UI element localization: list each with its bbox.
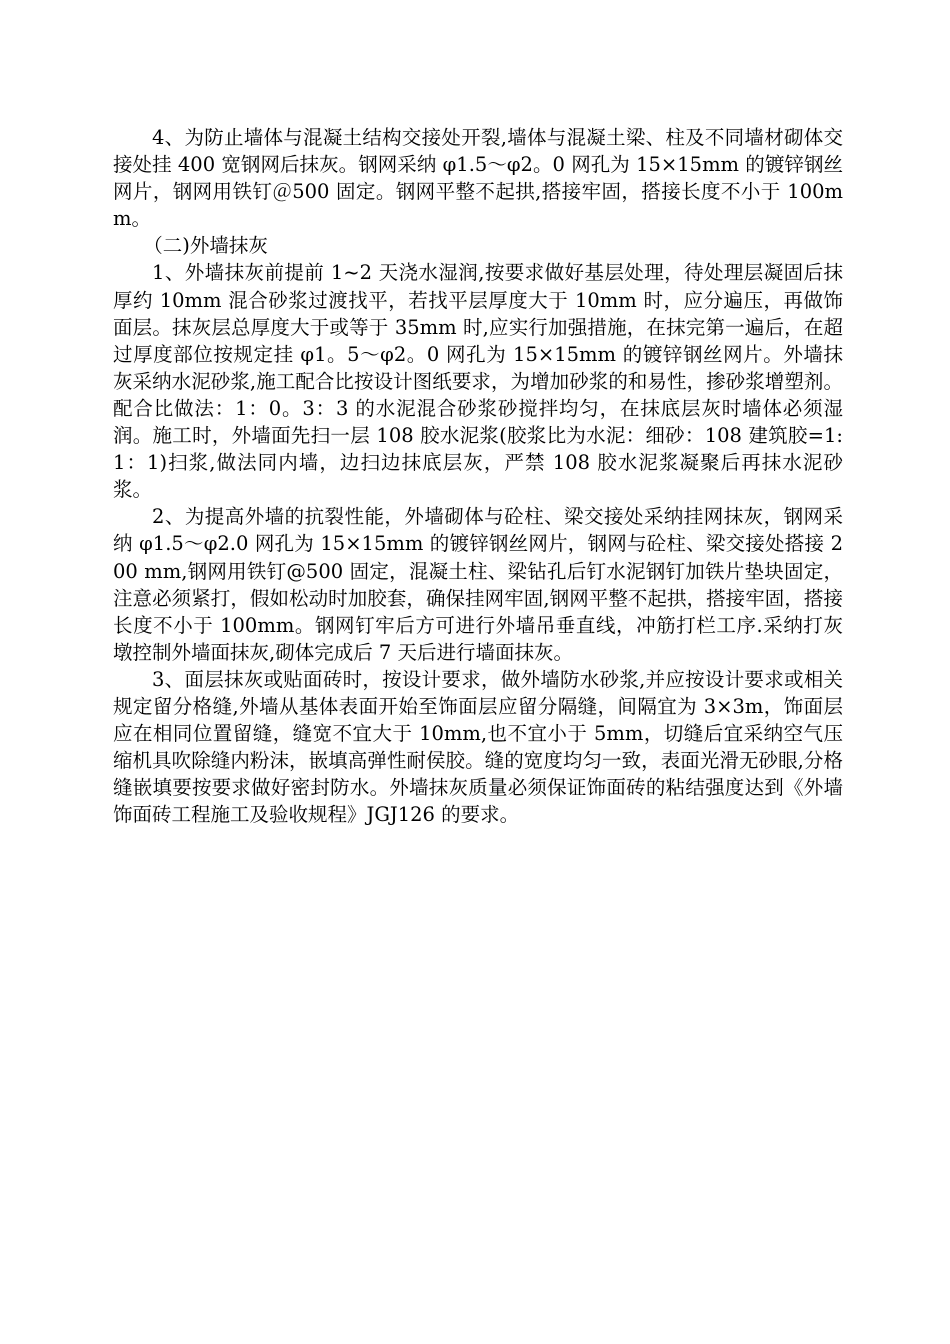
paragraph-exterior-plaster-prep: 1、外墙抹灰前提前 1~2 天浇水湿润,按要求做好基层处理，待处理层凝固后抹厚约 10mm 混合砂浆过渡找平，若找平层厚度大于 10mm 时，应分遍压，再做饰面层。抹灰层总厚度大于或等于 35mm 时,应实行加强措施，在抹完第一遍后，在超过厚度部位按规定挂 φ1。5～φ2。0 网孔为 15×15mm 的镀锌钢丝网片。外墙抹灰采纳水泥砂浆,施工配合比按设计图纸要求，为增加砂浆的和易性，掺砂浆增塑剂。配合比做法：1：0。3：3 的水泥混合砂浆砂搅拌均匀，在抹底层灰时墙体必须湿润。施工时，外墙面先扫一层 108 胶水泥浆(胶浆比为水泥：细砂：108 建筑胶=1:1：1)扫浆,做法同内墙，边扫边抹底层灰，严禁 108 胶水泥浆凝聚后再抹水泥砂浆。 <box>113 261 843 502</box>
document-body <box>113 124 843 828</box>
paragraph-steel-mesh: 4、为防止墙体与混凝土结构交接处开裂,墙体与混凝土梁、柱及不同墙材砌体交接处挂 400 宽钢网后抹灰。钢网采纳 φ1.5～φ2。0 网孔为 15×15mm 的镀锌钢丝网片，钢网用铁钉＠500 固定。钢网平整不起拱,搭接牢固，搭接长度不小于 100mm。 <box>113 126 843 231</box>
paragraph-crack-resistance: 2、为提高外墙的抗裂性能，外墙砌体与砼柱、梁交接处采纳挂网抹灰，钢网采纳 φ1.5～φ2.0 网孔为 15×15mm 的镀锌钢丝网片，钢网与砼柱、梁交接处搭接 200 mm,钢网用铁钉@500 固定，混凝土柱、梁钻孔后钉水泥钢钉加铁片垫块固定，注意必须紧打，假如松动时加胶套，确保挂网牢固,钢网平整不起拱，搭接牢固，搭接长度不小于 100mm。钢网钉牢后方可进行外墙吊垂直线，冲筋打栏工序.采纳打灰墩控制外墙面抹灰,砌体完成后 7 天后进行墙面抹灰。 <box>113 505 843 664</box>
section-heading-exterior-plaster: （二)外墙抹灰 <box>143 234 268 258</box>
paragraph-face-layer-joints: 3、面层抹灰或贴面砖时，按设计要求，做外墙防水砂浆,并应按设计要求或相关规定留分格缝,外墙从基体表面开始至饰面层应留分隔缝，间隔宜为 3×3m，饰面层应在相同位置留缝，缝宽不宜大于 10mm,也不宜小于 5mm，切缝后宜采纳空气压缩机具吹除缝内粉沫，嵌填高弹性耐侯胶。缝的宽度均匀一致，表面光滑无砂眼,分格缝嵌填要按要求做好密封防水。外墙抹灰质量必须保证饰面砖的粘结强度达到《外墙饰面砖工程施工及验收规程》JGJ126 的要求。 <box>113 667 843 827</box>
